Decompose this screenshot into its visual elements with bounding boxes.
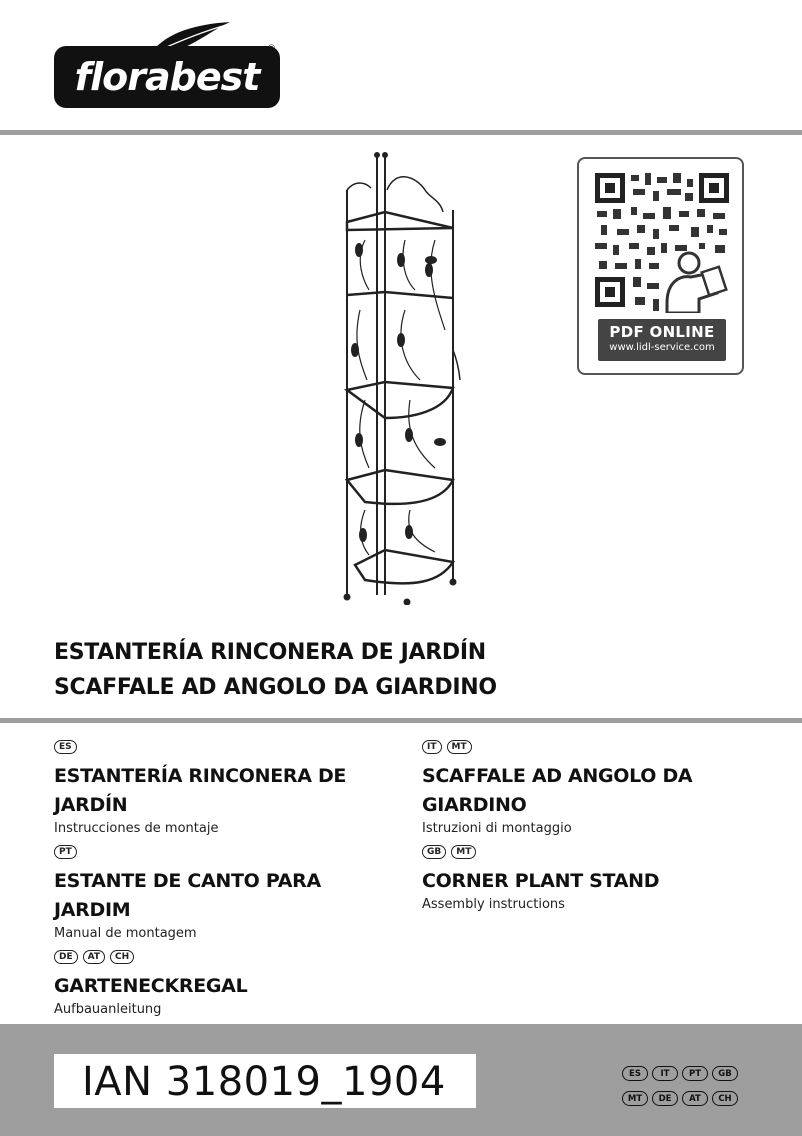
section-title-line: GIARDINO <box>422 794 527 816</box>
corner-plant-stand-image <box>325 150 475 605</box>
language-column-left <box>54 738 394 1024</box>
language-column-right <box>422 738 762 919</box>
pdf-online-badge[interactable] <box>598 319 726 361</box>
main-title-es: ESTANTERÍA RINCONERA DE JARDÍN <box>54 640 486 665</box>
middle-divider <box>0 718 802 723</box>
section-title-line: SCAFFALE AD ANGOLO DA <box>422 765 693 787</box>
bottom-flags-row-1 <box>622 1066 738 1081</box>
language-section-de <box>54 948 394 1018</box>
language-section-it <box>422 738 762 837</box>
flag-badge: AT <box>83 950 105 964</box>
section-title-line: GARTENECKREGAL <box>54 975 248 997</box>
flag-badge: DE <box>54 950 78 964</box>
section-title <box>54 867 394 925</box>
section-title <box>422 867 762 896</box>
section-title-line: CORNER PLANT STAND <box>422 870 660 892</box>
flag-badge: GB <box>422 845 446 859</box>
language-section-es <box>54 738 394 837</box>
logo-wordmark: florabest <box>54 46 280 108</box>
section-title <box>54 972 394 1001</box>
flag-badge: GB <box>712 1066 738 1081</box>
section-subtitle: Assembly instructions <box>422 897 565 912</box>
flag-badge: AT <box>682 1091 708 1106</box>
flag-badge: CH <box>110 950 134 964</box>
flag-badge: IT <box>422 740 442 754</box>
flag-badge: ES <box>54 740 77 754</box>
section-subtitle: Aufbauanleitung <box>54 1002 162 1017</box>
flag-badge: DE <box>652 1091 678 1106</box>
section-subtitle: Manual de montagem <box>54 926 197 941</box>
flag-badge: ES <box>622 1066 648 1081</box>
section-title-line: JARDÍN <box>54 794 128 816</box>
registered-mark: ® <box>267 44 276 54</box>
flag-badge: MT <box>622 1091 648 1106</box>
section-title-line: JARDIM <box>54 899 131 921</box>
section-title <box>422 762 762 820</box>
language-section-gb <box>422 843 762 913</box>
florabest-logo <box>54 22 280 108</box>
section-title <box>54 762 394 820</box>
section-title-line: ESTANTERÍA RINCONERA DE <box>54 765 347 787</box>
flag-badge: CH <box>712 1091 738 1106</box>
flag-badge: PT <box>682 1066 708 1081</box>
bottom-flags-row-2 <box>622 1091 738 1106</box>
language-section-pt <box>54 843 394 942</box>
pdf-online-title: PDF ONLINE <box>609 323 715 341</box>
flag-badge: PT <box>54 845 77 859</box>
pdf-online-url[interactable]: www.lidl-service.com <box>609 342 715 353</box>
section-title-line: ESTANTE DE CANTO PARA <box>54 870 321 892</box>
top-divider <box>0 130 802 135</box>
qr-code-card[interactable] <box>577 157 744 375</box>
flag-badge: IT <box>652 1066 678 1081</box>
qr-code-icon <box>595 173 729 313</box>
ian-number: IAN 318019_1904 <box>54 1054 476 1108</box>
section-subtitle: Istruzioni di montaggio <box>422 821 572 836</box>
flag-badge: MT <box>447 740 472 754</box>
flag-badge: MT <box>451 845 476 859</box>
section-subtitle: Instrucciones de montaje <box>54 821 219 836</box>
main-title-it: SCAFFALE AD ANGOLO DA GIARDINO <box>54 675 497 700</box>
